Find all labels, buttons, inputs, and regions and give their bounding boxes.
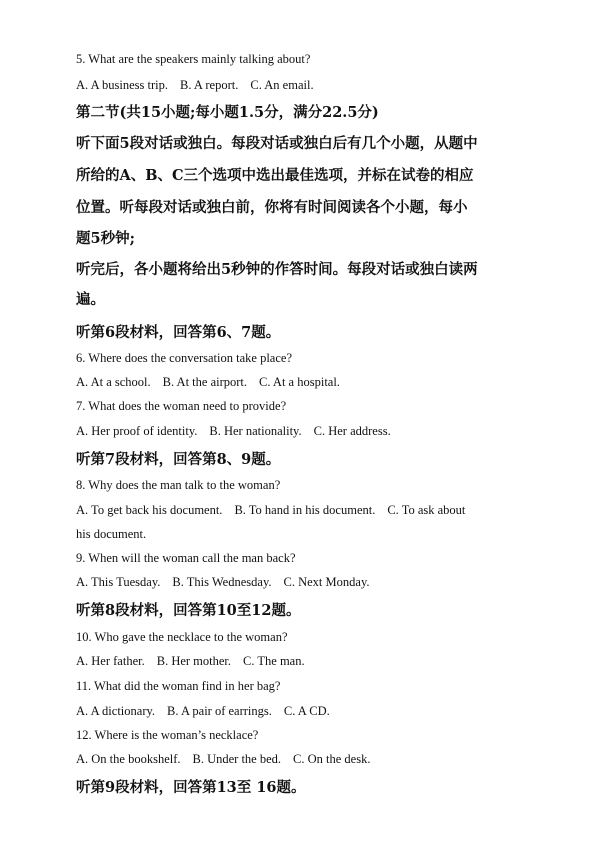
question-6: 6. Where does the conversation take place? xyxy=(76,351,292,365)
option-b: B. A report. xyxy=(180,78,239,92)
option-c: C. At a hospital. xyxy=(259,375,340,389)
option-b: B. Under the bed. xyxy=(192,752,282,766)
option-b: B. Her nationality. xyxy=(209,424,302,438)
question-9: 9. When will the woman call the man back? xyxy=(76,551,296,565)
question-9-options xyxy=(76,575,382,590)
option-b: B. Her mother. xyxy=(156,654,232,668)
question-10-options xyxy=(76,654,317,669)
material-9-heading: 听第9段材料，回答第13至 16题。 xyxy=(76,779,306,796)
material-8-heading: 听第8段材料，回答第10至12题。 xyxy=(76,602,301,619)
question-5-options xyxy=(76,78,326,93)
material-7-heading: 听第7段材料，回答第8、9题。 xyxy=(76,451,281,468)
instruction-line: 遍。 xyxy=(76,291,105,308)
question-11: 11. What did the woman find in her bag? xyxy=(76,679,281,693)
question-5: 5. What are the speakers mainly talking about? xyxy=(76,52,311,66)
option-a: A. A dictionary. xyxy=(76,704,156,718)
material-6-heading: 听第6段材料，回答第6、7题。 xyxy=(76,324,281,341)
option-a: A. To get back his document. xyxy=(76,503,223,517)
option-b: B. This Wednesday. xyxy=(172,575,272,589)
option-b: B. At the airport. xyxy=(162,375,248,389)
question-12-options xyxy=(76,752,382,767)
option-b: B. A pair of earrings. xyxy=(167,704,272,718)
question-8-continuation: his document. xyxy=(76,527,147,541)
instruction-line: 题5秒钟; xyxy=(76,230,135,247)
option-c: C. Next Monday. xyxy=(283,575,370,589)
section-title: 第二节(共15小题;每小题1.5分，满分22.5分) xyxy=(76,104,379,121)
option-a: A. At a school. xyxy=(76,375,151,389)
option-c: C. An email. xyxy=(250,78,314,92)
option-c: C. The man. xyxy=(243,654,305,668)
option-a: A. Her father. xyxy=(76,654,145,668)
instruction-line: 位置。听每段对话或独白前，你将有时间阅读各个小题，每小 xyxy=(76,199,468,216)
question-7: 7. What does the woman need to provide? xyxy=(76,399,287,413)
option-a: A. This Tuesday. xyxy=(76,575,161,589)
question-7-options xyxy=(76,424,403,439)
option-c: C. On the desk. xyxy=(293,752,371,766)
option-a: A. Her proof of identity. xyxy=(76,424,198,438)
option-a: A. On the bookshelf. xyxy=(76,752,181,766)
instruction-line: 听完后，各小题将给出5秒钟的作答时间。每段对话或独白读两 xyxy=(76,261,478,278)
question-6-options xyxy=(76,375,352,390)
option-c: C. Her address. xyxy=(313,424,391,438)
question-10: 10. Who gave the necklace to the woman? xyxy=(76,630,288,644)
question-11-options xyxy=(76,704,342,719)
option-c: C. To ask about xyxy=(387,503,466,517)
question-8-options xyxy=(76,503,477,518)
instruction-line: 听下面5段对话或独白。每段对话或独白后有几个小题，从题中 xyxy=(76,135,478,152)
option-c: C. A CD. xyxy=(283,704,330,718)
question-8: 8. Why does the man talk to the woman? xyxy=(76,478,281,492)
question-12: 12. Where is the woman’s necklace? xyxy=(76,728,259,742)
instruction-line: 所给的A、B、C三个选项中选出最佳选项，并标在试卷的相应 xyxy=(76,167,474,184)
option-a: A. A business trip. xyxy=(76,78,169,92)
option-b: B. To hand in his document. xyxy=(234,503,376,517)
